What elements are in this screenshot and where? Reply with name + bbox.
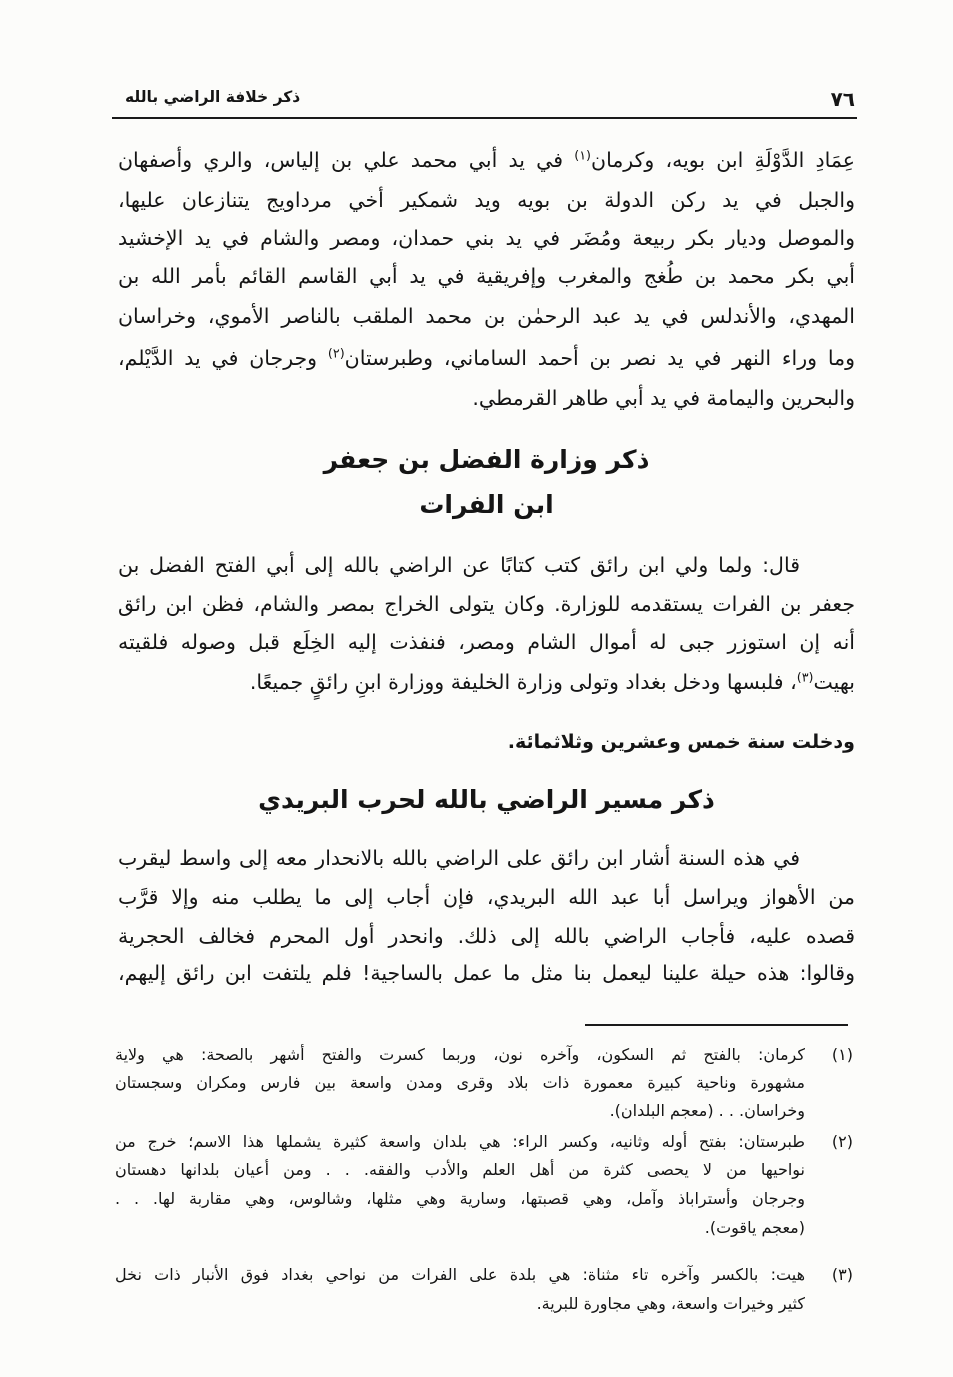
body-line: أنه إن استوزر جبى له أموال الشام ومصر، فنفذت إليه الخِلَع قبل وصوله فلقيته: [118, 630, 855, 654]
header-rule: [112, 117, 857, 119]
page-number: ٧٦: [830, 87, 855, 111]
footnote-line: كثير وخيرات واسعة، وهي مجاورة للبرية.: [536, 1294, 805, 1313]
line-text: وجرجان في يد الدَّيْلم،: [118, 346, 328, 370]
line-text: عِمَادِ الدَّوْلَةِ ابن بويه، وكرمان: [591, 148, 855, 172]
footnote-number: (١): [831, 1045, 853, 1064]
footnote-ref-3: (٣): [796, 669, 814, 685]
body-line: المهدي، والأندلس في يد عبد الرحمٰن بن محمد الملقب بالناصر الأموي، وخراسان: [118, 304, 855, 328]
body-line: [118, 339, 855, 377]
line-text: ، فلبسها ودخل بغداد وتولى وزارة الخليفة ووزارة ابنِ رائقٍ جميعًا.: [249, 670, 797, 694]
body-line: والموصل وديار بكر ربيعة ومُضَر في يد بني حمدان، ومصر والشام في يد الإخشيد: [118, 226, 855, 250]
body-line: قال: ولما ولي ابن رائق كتب كتابًا عن الراضي بالله إلى أبي الفتح الفضل بن: [118, 553, 800, 577]
body-line: [118, 141, 855, 179]
footnote-number: (٣): [831, 1265, 853, 1284]
footnote-line: مشهورة وناحية كبيرة معمورة ذات بلاد وقرى ومدن واسعة بين فارس ومكران وسجستان: [115, 1073, 805, 1092]
body-line: جعفر بن الفرات يستقدمه للوزارة. وكان يتولى الخراج بمصر والشام، فظن ابن رائق: [118, 592, 855, 616]
footnote-line: وجرجان وأستراباذ وآمل، وهي قصبتها، وسارية وهي مثلها، وشالوس، وهي مقاربة لها. . .: [115, 1189, 805, 1208]
footnote-line: (معجم ياقوت).: [704, 1218, 805, 1237]
body-line: في هذه السنة أشار ابن رائق على الراضي بالله بالانحدار معه إلى واسط ليقرب: [118, 846, 800, 870]
footnote-line: هيت: بالكسر وآخره تاء مثناة: هي بلدة على الفرات من نواحي بغداد فوق الأنبار ذات نخل: [115, 1265, 805, 1284]
year-heading: ودخلت سنة خمس وعشرين وثلاثمائة.: [507, 731, 855, 753]
line-text: بهيت: [813, 670, 855, 694]
footnote-line: وخراسان. . . (معجم البلدان).: [609, 1101, 805, 1120]
body-line: أبي بكر محمد بن طُغج والمغرب وإفريقية في يد أبي القاسم القائم بأمر الله بن: [118, 264, 855, 288]
line-text: وما وراء النهر في يد نصر بن أحمد الساماني، وطبرستان: [344, 346, 855, 370]
body-line: قصده عليه، فأجاب الراضي بالله إلى ذلك. وانحدر أول المحرم فخالف الحجرية: [118, 924, 855, 948]
footnote-number: (٢): [831, 1132, 853, 1151]
section-heading: ذكر وزارة الفضل بن جعفر: [323, 445, 650, 474]
footnote-line: طبرستان: بفتح أوله وثانيه، وكسر الراء: هي بلدان واسعة كثيرة يشملها هذا الاسم؛ خرج من: [115, 1132, 805, 1151]
body-line: وقالوا: هذه حيلة علينا ليعمل بنا مثل ما عمل بالساجية! فلم يلتفت ابن رائق إليهم،: [118, 961, 855, 985]
body-line: والبحرين واليمامة في يد أبي طاهر القرمطي.: [472, 386, 855, 410]
footnote-line: نواحيها من لا يحصى كثرة من أهل العلم والأدب والفقه. . . ومن أعيان بلدانها دهستان: [115, 1160, 805, 1179]
footnote-separator: [585, 1024, 848, 1026]
section-heading: ذكر مسير الراضي بالله لحرب البريدي: [258, 785, 715, 814]
footnote-ref-1: (١): [574, 147, 592, 163]
body-line: [118, 663, 855, 701]
line-text: في يد أبي محمد علي بن إلياس، والري وأصفهان: [118, 148, 575, 172]
body-line: والجبل في يد ركن الدولة بن بويه ويد شمكير أخي مرداويج يتنازعان عليها،: [118, 188, 855, 212]
footnote-line: كرمان: بالفتح ثم السكون، وآخره نون، وربما كسرت والفتح أشهر بالصحة: هي ولاية: [115, 1045, 805, 1064]
body-line: من الأهواز ويراسل أبا عبد الله البريدي، فإن أجاب إلى ما يطلب منه وإلا قرَّب: [118, 885, 855, 909]
running-title: ذكر خلافة الراضي بالله: [125, 88, 301, 106]
footnote-ref-2: (٢): [327, 345, 345, 361]
section-heading-subline: ابن الفرات: [419, 490, 554, 519]
